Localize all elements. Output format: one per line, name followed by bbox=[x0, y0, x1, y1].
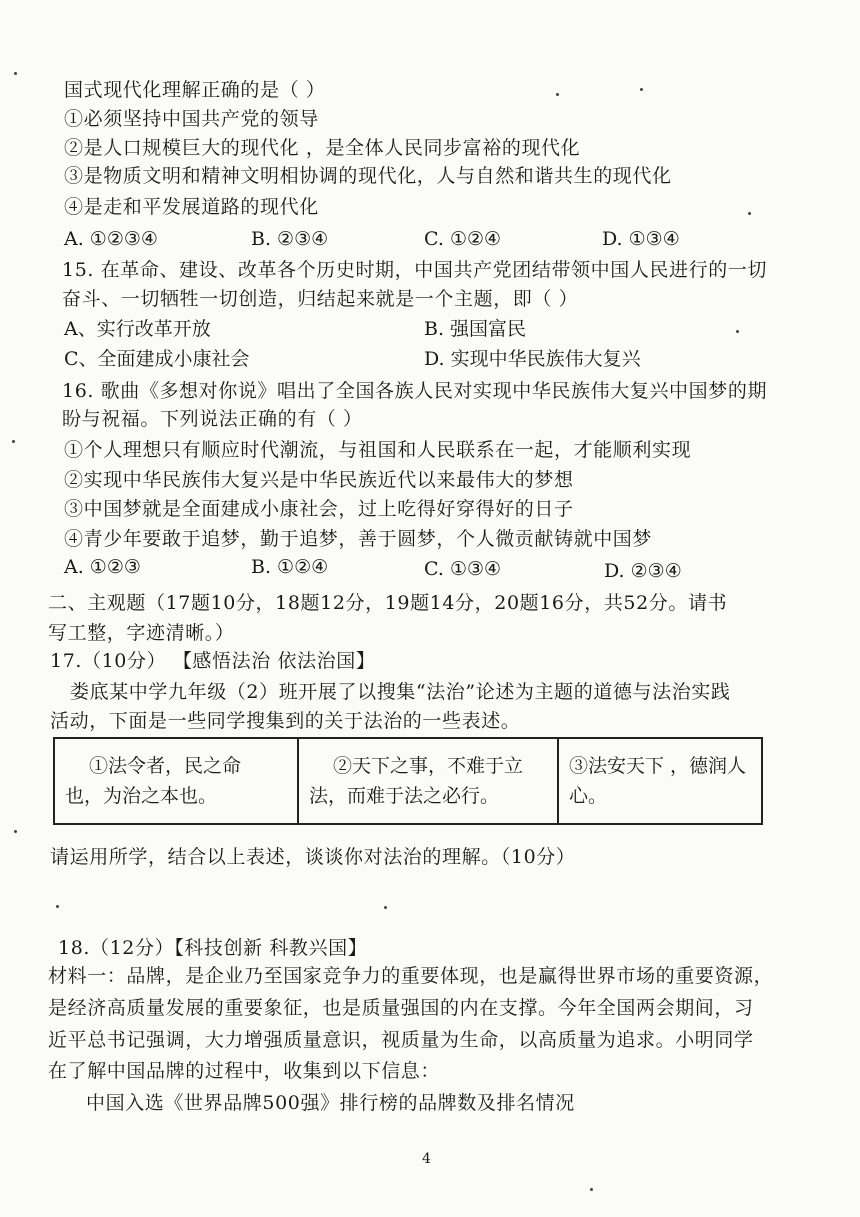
q18-material1-line4: 在了解中国品牌的过程中，收集到以下信息： bbox=[48, 1060, 441, 1082]
scan-speck bbox=[748, 212, 751, 215]
q17-quote-1-line1: ①法令者，民之命 bbox=[89, 755, 242, 777]
q14-item-4: ④是走和平发展道路的现代化 bbox=[64, 196, 319, 218]
q15-option-c: C、全面建成小康社会 bbox=[64, 348, 250, 370]
q14-item-1: ①必须坚持中国共产党的领导 bbox=[64, 108, 319, 130]
q16-option-c: C. ①③④ bbox=[424, 558, 502, 580]
scan-speck bbox=[556, 93, 559, 96]
q14-option-d: D. ①③④ bbox=[602, 228, 680, 250]
scan-speck bbox=[12, 440, 15, 443]
q17-quote-cell-3 bbox=[558, 738, 762, 824]
q15-stem-line1: 15. 在革命、建设、改革各个历史时期，中国共产党团结带领中国人民进行的一切 bbox=[62, 259, 768, 281]
q18-material1-line1: 材料一：品牌，是企业乃至国家竞争力的重要体现，也是赢得世界市场的重要资源， bbox=[48, 965, 774, 987]
q17-intro-line2: 活动，下面是一些同学搜集到的关于法治的一些表述。 bbox=[50, 710, 521, 732]
q16-option-d: D. ②③④ bbox=[604, 560, 682, 582]
q17-quotes-table bbox=[53, 737, 763, 825]
q18-material1-line3: 近平总书记强调，大力增强质量意识，视质量为生命，以高质量为追求。小明同学 bbox=[48, 1029, 754, 1051]
q16-stem-line2: 盼与祝福。下列说法正确的有（ ） bbox=[62, 408, 363, 430]
q14-item-3: ③是物质文明和精神文明相协调的现代化，人与自然和谐共生的现代化 bbox=[64, 165, 672, 187]
q17-quote-3-line1: ③法安天下 ，德润人心。 bbox=[569, 755, 747, 807]
page-number: 4 bbox=[422, 1151, 431, 1167]
q16-option-a: A. ①②③ bbox=[64, 556, 141, 578]
q15-stem-line2: 奋斗、一切牺牲一切创造，归结起来就是一个主题，即（ ） bbox=[62, 288, 579, 310]
scan-speck bbox=[56, 905, 59, 908]
q17-task: 请运用所学，结合以上表述，谈谈你对法治的理解。（10分） bbox=[50, 846, 576, 868]
section2-heading-line1: 二、主观题（17题10分，18题12分，19题14分，20题16分，共52分。请书 bbox=[48, 592, 728, 614]
q17-quote-cell-1 bbox=[54, 738, 298, 824]
q17-quote-cell-2 bbox=[298, 738, 558, 824]
q14-item-2: ②是人口规模巨大的现代化 ，是全体人民同步富裕的现代化 bbox=[64, 137, 581, 159]
q15-option-d: D. 实现中华民族伟大复兴 bbox=[424, 348, 641, 370]
q18-chart-caption: 中国入选《世界品牌500强》排行榜的品牌数及排名情况 bbox=[86, 1092, 575, 1114]
q18-material1-line2: 是经济高质量发展的重要象征，也是质量强国的内在支撑。今年全国两会期间，习 bbox=[48, 997, 754, 1019]
scan-speck bbox=[640, 88, 643, 91]
scan-speck bbox=[14, 72, 17, 75]
scan-speck bbox=[736, 330, 739, 333]
q14-stem: 国式现代化理解正确的是（ ） bbox=[64, 79, 326, 101]
q16-item-4: ④青少年要敢于追梦，勤于追梦，善于圆梦，个人微贡献铸就中国梦 bbox=[64, 528, 653, 550]
q17-quote-2-line1: ②天下之事，不难于立 bbox=[333, 755, 524, 777]
q16-item-3: ③中国梦就是全面建成小康社会，过上吃得好穿得好的日子 bbox=[64, 498, 574, 520]
q16-item-2: ②实现中华民族伟大复兴是中华民族近代以来最伟大的梦想 bbox=[64, 469, 574, 491]
q14-option-a: A. ①②③④ bbox=[64, 228, 158, 250]
section2-heading-line2: 写工整，字迹清晰。） bbox=[48, 622, 235, 644]
scan-speck bbox=[14, 830, 17, 833]
table-row bbox=[54, 738, 762, 824]
q18-title: 18.（12分）【科技创新 科教兴国】 bbox=[58, 937, 368, 959]
q14-option-c: C. ①②④ bbox=[424, 228, 502, 250]
q15-option-b: B. 强国富民 bbox=[424, 318, 527, 340]
q17-quote-2-line2: 法，而难于法之必行。 bbox=[309, 785, 500, 807]
q17-quote-1-line2: 也，为治之本也。 bbox=[65, 785, 218, 807]
q17-intro-line1: 娄底某中学九年级（2）班开展了以搜集“法治”论述为主题的道德与法治实践 bbox=[70, 681, 731, 703]
q17-title: 17.（10分） 【感悟法治 依法治国】 bbox=[50, 650, 376, 672]
scan-speck bbox=[590, 1188, 593, 1191]
q16-option-b: B. ①②④ bbox=[251, 556, 329, 578]
q15-option-a: A、实行改革开放 bbox=[64, 318, 211, 340]
q14-option-b: B. ②③④ bbox=[251, 228, 329, 250]
q16-stem-line1: 16. 歌曲《多想对你说》唱出了全国各族人民对实现中华民族伟大复兴中国梦的期 bbox=[62, 380, 768, 402]
scan-speck bbox=[384, 906, 387, 909]
q16-item-1: ①个人理想只有顺应时代潮流，与祖国和人民联系在一起，才能顺利实现 bbox=[64, 439, 692, 461]
